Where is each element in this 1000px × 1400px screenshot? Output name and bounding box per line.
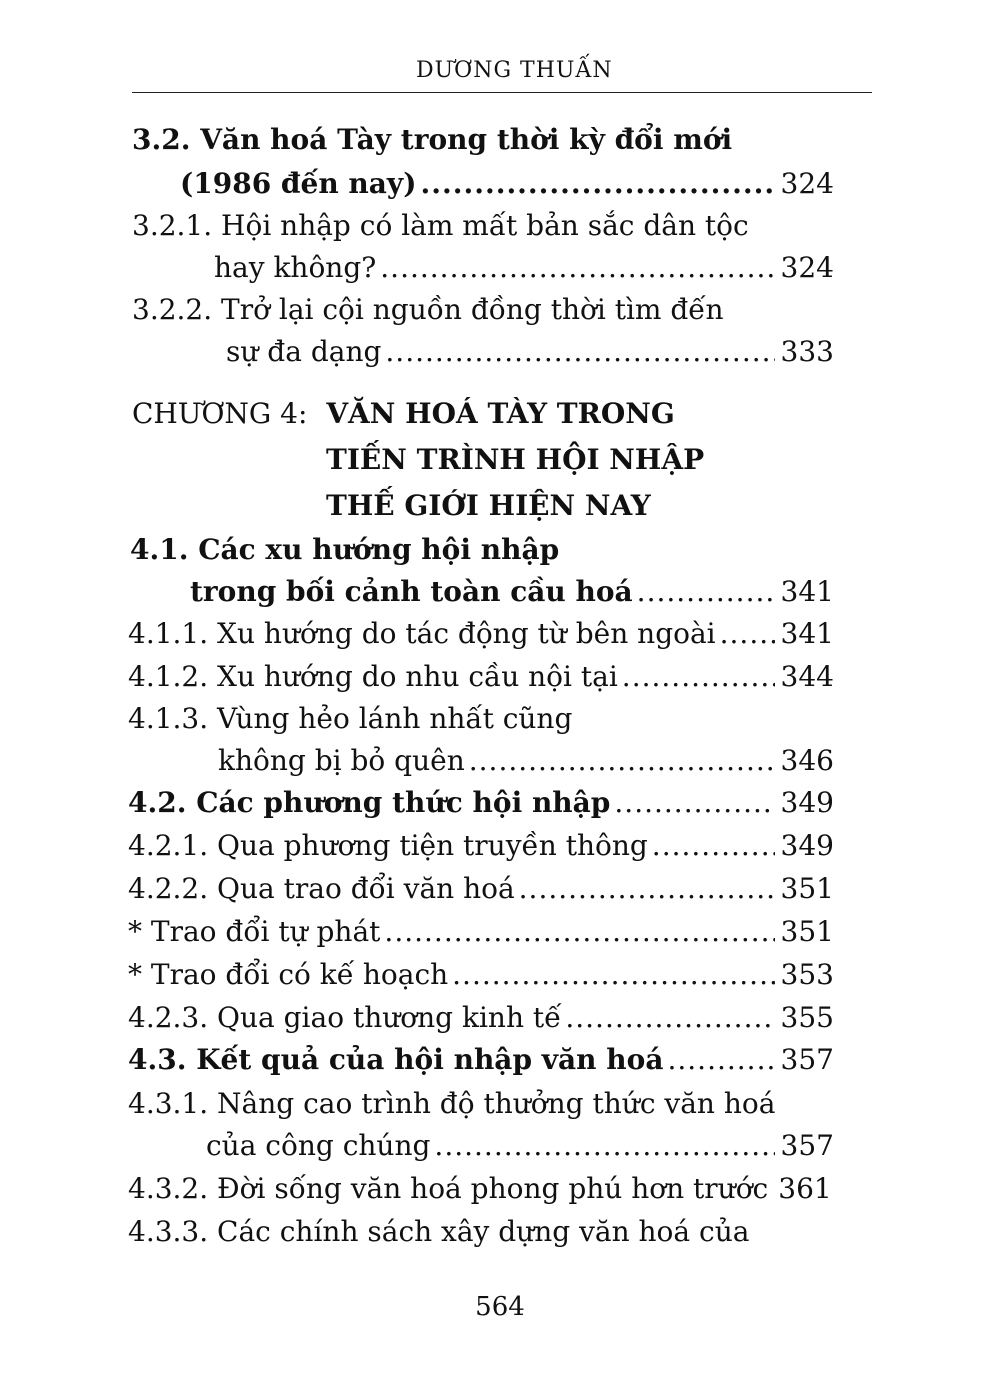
toc-page-number: 341 <box>780 617 834 650</box>
toc-leader-dots <box>385 332 774 372</box>
toc-leader-dots <box>420 164 774 204</box>
toc-entry-text: 4.1.2. Xu hướng do nhu cầu nội tại <box>128 660 618 693</box>
page-number: 564 <box>475 1292 525 1322</box>
chapter-title: VĂN HOÁ TÀY TRONG <box>326 397 675 430</box>
toc-entry <box>128 1040 834 1080</box>
toc-page-number: 353 <box>780 958 834 991</box>
toc-entry <box>128 699 834 739</box>
toc-entry <box>128 1084 834 1124</box>
toc-entry-text: 4.2. Các phương thức hội nhập <box>128 786 611 819</box>
toc-page-number: 361 <box>778 1172 832 1205</box>
toc-page-number: 324 <box>780 167 834 200</box>
toc-leader-dots <box>469 741 775 781</box>
toc-entry-text: 3.2.1. Hội nhập có làm mất bản sắc dân tộc <box>132 209 749 242</box>
toc-entry <box>128 912 834 952</box>
toc-entry <box>130 530 830 570</box>
toc-entry-text: 3.2.2. Trở lại cội nguồn đồng thời tìm đến <box>132 293 724 326</box>
toc-leader-dots <box>637 572 775 612</box>
toc-entry <box>128 783 834 823</box>
toc-entry <box>218 741 834 781</box>
toc-leader-dots <box>720 614 775 654</box>
toc-entry-text: hay không? <box>214 251 377 284</box>
toc-entry <box>128 955 834 995</box>
toc-entry <box>128 1169 834 1209</box>
toc-leader-dots <box>452 955 774 995</box>
toc-entry-text: 4.2.1. Qua phương tiện truyền thông <box>128 829 648 862</box>
toc-page-number: 351 <box>780 872 834 905</box>
toc-entry <box>132 290 832 330</box>
toc-page-number: 333 <box>780 335 834 368</box>
toc-leader-dots <box>652 826 775 866</box>
chapter-heading <box>132 394 832 434</box>
toc-leader-dots <box>384 912 774 952</box>
toc-entry-text: 4.1.1. Xu hướng do tác động từ bên ngoài <box>128 617 716 650</box>
toc-entry-text: * Trao đổi có kế hoạch <box>128 958 449 991</box>
toc-page-number: 355 <box>780 1001 834 1034</box>
toc-leader-dots <box>667 1040 774 1080</box>
toc-leader-dots <box>380 248 774 288</box>
toc-page-number: 349 <box>780 786 834 819</box>
toc-entry-text: 4.3.1. Nâng cao trình độ thưởng thức văn hoá <box>128 1087 776 1120</box>
toc-entry-text: 4.1.3. Vùng hẻo lánh nhất cũng <box>128 702 573 735</box>
toc-page-number: 357 <box>780 1129 834 1162</box>
toc-entry <box>206 1126 834 1166</box>
toc-entry <box>128 826 834 866</box>
chapter-title-text: THẾ GIỚI HIỆN NAY <box>326 489 651 522</box>
toc-entry-text: không bị bỏ quên <box>218 744 465 777</box>
toc-entry-text: sự đa dạng <box>226 335 382 368</box>
toc-entry <box>190 572 834 612</box>
toc-entry <box>226 332 834 372</box>
toc-entry <box>128 614 834 654</box>
toc-page-number: 324 <box>780 251 834 284</box>
toc-leader-dots <box>565 998 774 1038</box>
chapter-title-line <box>326 440 826 480</box>
toc-page-number: 349 <box>780 829 834 862</box>
chapter-title-line <box>326 486 826 526</box>
toc-entry-text: (1986 đến nay) <box>180 167 417 200</box>
chapter-label: CHƯƠNG 4: <box>132 397 308 430</box>
toc-page-number: 341 <box>780 575 834 608</box>
toc-entry <box>128 998 834 1038</box>
toc-page-number: 346 <box>780 744 834 777</box>
toc-entry-text: * Trao đổi tự phát <box>128 915 381 948</box>
toc-entry <box>180 164 834 204</box>
toc-entry <box>128 869 834 909</box>
chapter-title-text: TIẾN TRÌNH HỘI NHẬP <box>326 443 705 476</box>
toc-entry-text: 4.2.2. Qua trao đổi văn hoá <box>128 872 515 905</box>
toc-entry <box>214 248 834 288</box>
header-author: DƯƠNG THUẤN <box>416 58 613 83</box>
toc-entry-text: của công chúng <box>206 1129 431 1162</box>
toc-entry-text: 4.2.3. Qua giao thương kinh tế <box>128 1001 562 1034</box>
toc-page-number: 357 <box>780 1043 834 1076</box>
toc-entry-text: trong bối cảnh toàn cầu hoá <box>190 575 633 608</box>
toc-leader-dots <box>434 1126 774 1166</box>
toc-entry-text: 3.2. Văn hoá Tày trong thời kỳ đổi mới <box>132 123 733 156</box>
toc-entry-text: 4.3.2. Đời sống văn hoá phong phú hơn trước <box>128 1172 769 1205</box>
toc-entry-text: 4.3.3. Các chính sách xây dựng văn hoá của <box>128 1215 750 1248</box>
toc-page-number: 351 <box>780 915 834 948</box>
toc-entry <box>132 206 832 246</box>
toc-entry <box>128 657 834 697</box>
toc-entry <box>132 120 832 160</box>
toc-entry-text: 4.3. Kết quả của hội nhập văn hoá <box>128 1043 664 1076</box>
toc-page-number: 344 <box>780 660 834 693</box>
toc-leader-dots <box>622 657 775 697</box>
toc-entry-text: 4.1. Các xu hướng hội nhập <box>130 533 560 566</box>
toc-leader-dots <box>519 869 775 909</box>
toc-entry <box>128 1212 834 1252</box>
toc-leader-dots <box>614 783 774 823</box>
